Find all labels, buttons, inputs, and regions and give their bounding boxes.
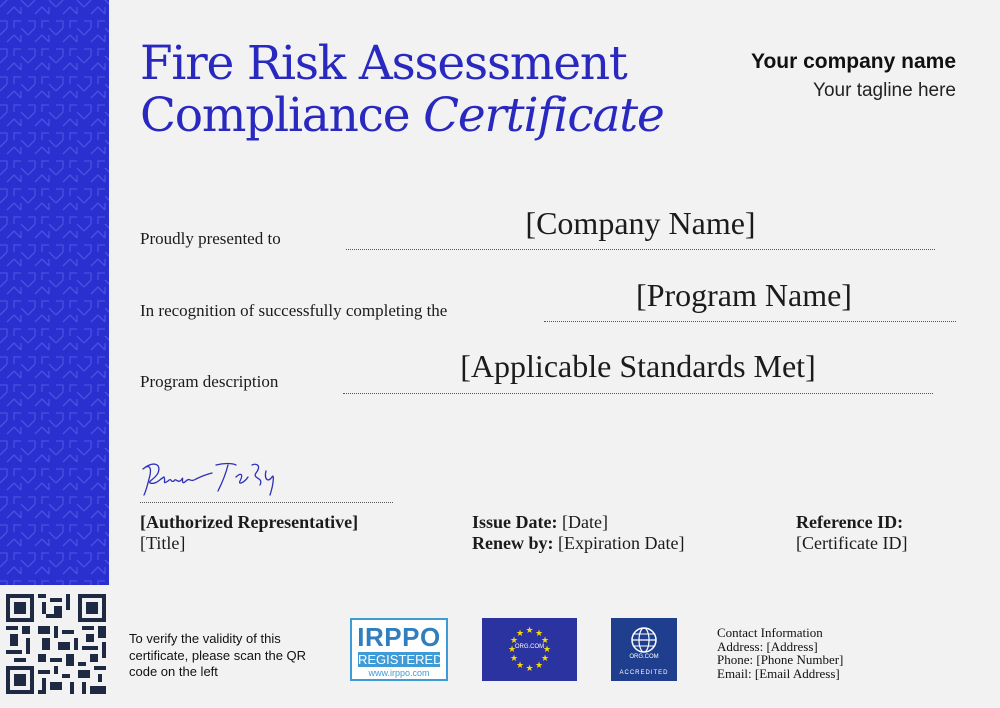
svg-text:★: ★ (534, 661, 544, 671)
title-line-2 (140, 90, 700, 142)
certificate-title (140, 38, 700, 142)
svg-text:★: ★ (507, 645, 517, 655)
standards-met-value: [Applicable Standards Met] (460, 348, 816, 384)
irppo-registered-logo (350, 618, 448, 681)
svg-text:★: ★ (515, 661, 525, 671)
company-name-value: [Company Name] (525, 205, 756, 241)
reference-id-label: Reference ID: (796, 512, 904, 532)
accredited-logo (611, 618, 677, 681)
representative-name: [Authorized Representative] (140, 512, 359, 532)
pattern-graphic (0, 0, 109, 585)
contact-email: Email: [Email Address] (717, 665, 840, 681)
svg-text:★: ★ (509, 636, 519, 646)
presented-to-line (346, 249, 935, 250)
eu-flag-logo (482, 618, 577, 681)
contact-info (717, 626, 843, 680)
company-block (751, 50, 956, 102)
eu-logo-text: ORG.COM (514, 644, 545, 650)
representative-block (140, 512, 358, 554)
signature-line (140, 502, 393, 503)
issue-date-value: [Date] (557, 512, 608, 532)
contact-phone: Phone: [Phone Number] (717, 652, 844, 667)
company-tagline: Your tagline here (813, 80, 956, 101)
company-name: Your company name (751, 50, 956, 73)
svg-text:★: ★ (509, 654, 519, 664)
dates-block (472, 512, 684, 554)
reference-id-value: [Certificate ID] (796, 533, 908, 553)
verify-instructions: To verify the validity of this certificate, please scan the QR code on the left (129, 631, 307, 679)
issue-date-label: Issue Date: (472, 512, 558, 532)
svg-text:★: ★ (542, 645, 552, 655)
reference-block (796, 512, 907, 554)
renew-by-label: Renew by: (472, 533, 554, 553)
presented-to-label: Proudly presented to (140, 229, 281, 248)
recognition-label: In recognition of successfully completing the (140, 301, 448, 320)
program-name-value: [Program Name] (636, 277, 852, 313)
decorative-side-band (0, 0, 109, 585)
svg-text:★: ★ (525, 664, 534, 674)
irppo-logo-registered: REGISTERED (358, 652, 443, 667)
title-line-2-italic: Certificate (423, 88, 664, 143)
svg-text:★: ★ (540, 654, 550, 664)
title-line-2-plain: Compliance (140, 88, 424, 143)
representative-title: [Title] (140, 533, 186, 553)
title-line-1: Fire Risk Assessment (140, 36, 627, 91)
signature-graphic (140, 455, 310, 505)
svg-text:★: ★ (534, 629, 544, 639)
svg-text:★: ★ (515, 629, 525, 639)
program-description-label: Program description (140, 372, 279, 391)
svg-text:★: ★ (525, 626, 534, 636)
renew-by-value: [Expiration Date] (553, 533, 685, 553)
qr-code[interactable] (6, 594, 106, 694)
irppo-logo-title: IRPPO (357, 622, 441, 652)
contact-heading: Contact Information (717, 625, 823, 640)
svg-text:★: ★ (540, 636, 550, 646)
irppo-logo-url: www.irppo.com (368, 668, 430, 678)
recognition-line (544, 321, 956, 322)
accredited-logo-org: ORG.COM (629, 654, 659, 660)
contact-address: Address: [Address] (717, 638, 818, 654)
program-description-line (343, 393, 933, 394)
accredited-logo-label: ACCREDITED (619, 670, 669, 676)
